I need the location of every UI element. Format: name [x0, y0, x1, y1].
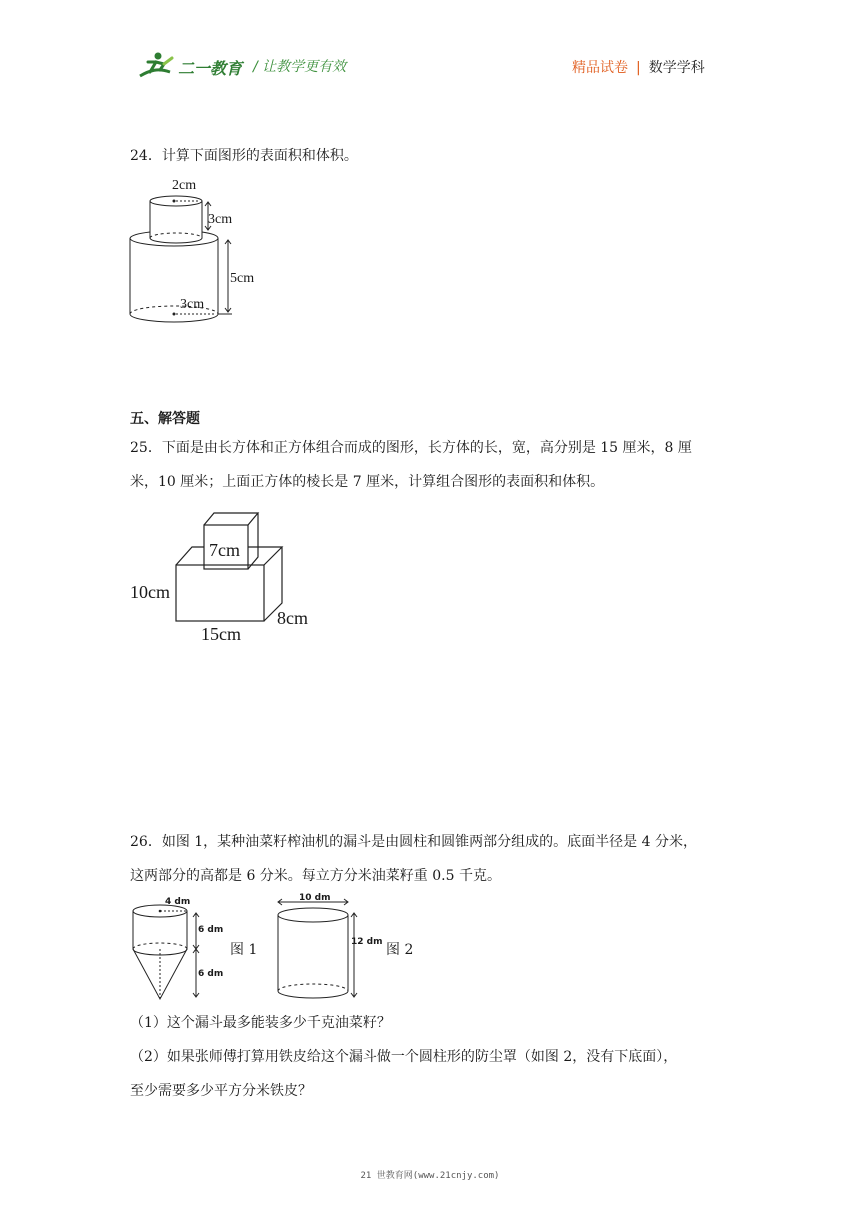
q26-fig1-height2-label: 6 dm [198, 969, 224, 979]
q24-top-height-label: 3cm [208, 212, 233, 227]
q25-length-label: 15cm [201, 624, 241, 644]
q24-top-radius-label: 2cm [172, 178, 197, 193]
q26-line2: 这两部分的高都是 6 分米。每立方分米油菜籽重 0.5 千克。 [130, 868, 501, 884]
q26-fig1-caption: 图 1 [230, 942, 258, 958]
q26-fig2-caption: 图 2 [386, 942, 414, 958]
header-separator: | [636, 60, 641, 76]
q26-sub2-line1: （2）如果张师傅打算用铁皮给这个漏斗做一个圆柱形的防尘罩（如图 2，没有下底面）， [130, 1049, 678, 1065]
q26-line1: 26．如图 1，某种油菜籽榨油机的漏斗是由圆柱和圆锥两部分组成的。底面半径是 4 分米， [130, 834, 697, 850]
q25-line1: 25．下面是由长方体和正方体组合而成的图形，长方体的长，宽，高分别是 15 厘米，8 厘 [130, 440, 692, 456]
brand-name: 二一教育 [178, 59, 243, 78]
q24-bottom-radius-label: 3cm [180, 297, 205, 312]
q26-fig1-height1-label: 6 dm [198, 925, 224, 935]
header-subject-name: 数学学科 [648, 60, 705, 76]
q26-fig2-height-label: 12 dm [351, 937, 383, 947]
q26-fig1-radius-label: 4 dm [165, 897, 191, 907]
q24-text: 24．计算下面图形的表面积和体积。 [130, 148, 358, 164]
q26-sub2-line2: 至少需要多少平方分米铁皮？ [130, 1083, 312, 1099]
section-title: 五、解答题 [130, 411, 200, 427]
q26-sub1: （1）这个漏斗最多能装多少千克油菜籽？ [130, 1015, 391, 1031]
q25-line2: 米，10 厘米；上面正方体的棱长是 7 厘米，计算组合图形的表面积和体积。 [130, 474, 605, 490]
page-footer: 21 世教育网(www.21cnjy.com) [360, 1171, 500, 1181]
brand-slogan: / 让教学更有效 [253, 59, 347, 75]
q25-width-label: 8cm [277, 608, 308, 628]
q25-cube-label: 7cm [209, 540, 240, 560]
header-tag: 精品试卷 [572, 60, 628, 76]
q24-bottom-height-label: 5cm [230, 271, 255, 286]
q26-figure1 [128, 895, 238, 1005]
q25-height-label: 10cm [130, 582, 170, 602]
q26-figure2 [270, 893, 360, 1005]
q26-fig2-diameter-label: 10 dm [299, 893, 331, 903]
header-subject [572, 57, 705, 77]
